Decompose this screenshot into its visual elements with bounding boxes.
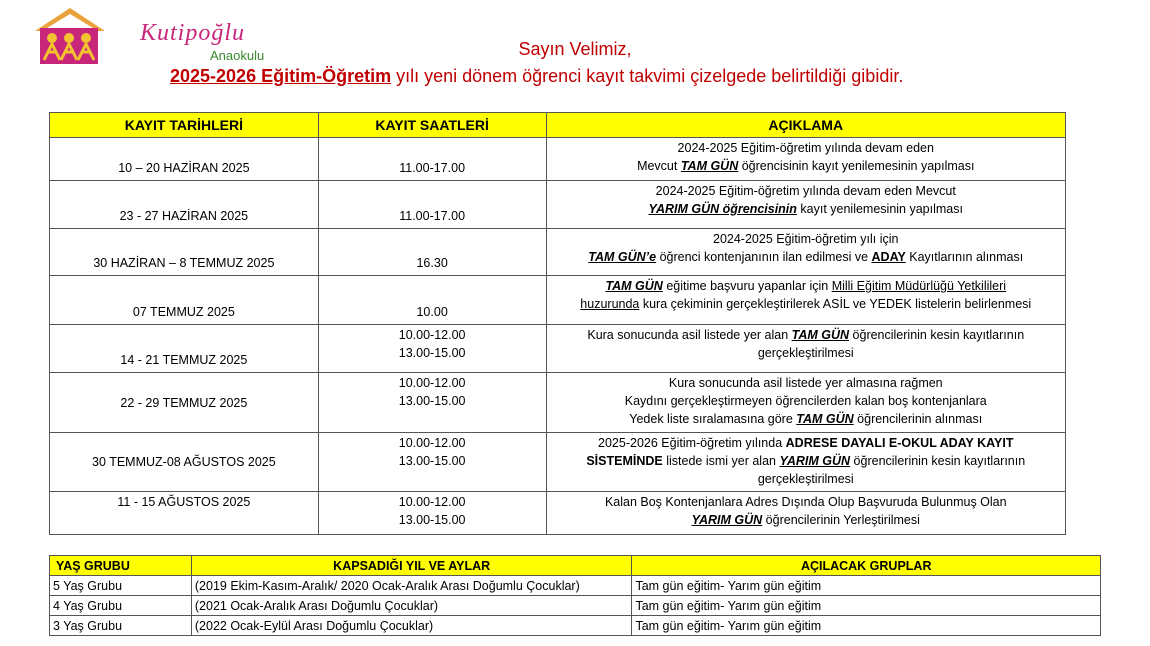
row-time: 10.00-12.00 13.00-15.00 <box>318 492 546 535</box>
row-time: 11.00-17.00 <box>318 181 546 229</box>
age-groups-table <box>49 555 1101 636</box>
header-age: YAŞ GRUBU <box>50 556 192 576</box>
header-description: AÇIKLAMA <box>546 113 1065 138</box>
row-description: Kalan Boş Kontenjanlara Adres Dışında Olup Başvuruda Bulunmuş Olan YARIM GÜN öğrencilerinin Yerleştirilmesi <box>546 492 1065 535</box>
subtitle-rest: yılı yeni dönem öğrenci kayıt takvimi çizelgede belirtildiği gibidir. <box>391 66 904 86</box>
row-date: 22 - 29 TEMMUZ 2025 <box>50 373 319 433</box>
range-cell: (2021 Ocak-Aralık Arası Doğumlu Çocuklar) <box>191 596 632 616</box>
groups-header-row <box>50 556 1101 576</box>
row-description: TAM GÜN eğitime başvuru yapanlar için Milli Eğitim Müdürlüğü Yetkilileri huzurunda kura çekiminin gerçekleştirilerek ASİL ve YEDEK listelerin belirlenmesi <box>546 276 1065 325</box>
row-time: 10.00-12.00 13.00-15.00 <box>318 373 546 433</box>
row-time: 10.00 <box>318 276 546 325</box>
header-range: KAPSADIĞI YIL VE AYLAR <box>191 556 632 576</box>
row-description: 2025-2026 Eğitim-öğretim yılında ADRESE DAYALI E-OKUL ADAY KAYIT SİSTEMİNDE listede ismi yer alan YARIM GÜN öğrencilerinin kesin kayıtlarının gerçekleştirilmesi <box>546 433 1065 492</box>
groups-cell: Tam gün eğitim- Yarım gün eğitim <box>632 576 1101 596</box>
groups-cell: Tam gün eğitim- Yarım gün eğitim <box>632 616 1101 636</box>
age-cell: 4 Yaş Grubu <box>50 596 192 616</box>
row-description: Kura sonucunda asil listede yer alan TAM GÜN öğrencilerinin kesin kayıtlarının gerçekleştirilmesi <box>546 325 1065 373</box>
row-date: 30 HAZİRAN – 8 TEMMUZ 2025 <box>50 229 319 276</box>
row-date: 14 - 21 TEMMUZ 2025 <box>50 325 319 373</box>
header-times: KAYIT SAATLERİ <box>318 113 546 138</box>
table-row <box>50 576 1101 596</box>
row-time: 16.30 <box>318 229 546 276</box>
row-description: 2024-2025 Eğitim-öğretim yılında devam eden Mevcut TAM GÜN öğrencisinin kayıt yenilemesinin yapılması <box>546 138 1065 181</box>
logo-name: Kutipoğlu <box>140 20 246 46</box>
range-cell: (2019 Ekim-Kasım-Aralık/ 2020 Ocak-Aralık Arası Doğumlu Çocuklar) <box>191 576 632 596</box>
age-cell: 5 Yaş Grubu <box>50 576 192 596</box>
row-description: 2024-2025 Eğitim-öğretim yılında devam eden Mevcut YARIM GÜN öğrencisinin kayıt yenilemesinin yapılması <box>546 181 1065 229</box>
row-date: 10 – 20 HAZİRAN 2025 <box>50 138 319 181</box>
table-row <box>50 433 1066 492</box>
table-row <box>50 229 1066 276</box>
header-dates: KAYIT TARİHLERİ <box>50 113 319 138</box>
table-row <box>50 596 1101 616</box>
table-row <box>50 276 1066 325</box>
table-row <box>50 373 1066 433</box>
schedule-table <box>49 112 1066 535</box>
logo-subtitle: Anaokulu <box>210 48 265 63</box>
greeting: Sayın Velimiz, <box>518 39 632 59</box>
table-row <box>50 138 1066 181</box>
header-groups: AÇILACAK GRUPLAR <box>632 556 1101 576</box>
table-row <box>50 325 1066 373</box>
table-row <box>50 492 1066 535</box>
row-date: 07 TEMMUZ 2025 <box>50 276 319 325</box>
age-cell: 3 Yaş Grubu <box>50 616 192 636</box>
row-date: 11 - 15 AĞUSTOS 2025 <box>50 492 319 535</box>
row-description: Kura sonucunda asil listede yer almasına rağmen Kaydını gerçekleştirmeyen öğrencilerden kalan boş kontenjanlara Yedek liste sıralamasına göre TAM GÜN öğrencilerinin alınması <box>546 373 1065 433</box>
range-cell: (2022 Ocak-Eylül Arası Doğumlu Çocuklar) <box>191 616 632 636</box>
row-description: 2024-2025 Eğitim-öğretim yılı için TAM GÜN’e öğrenci kontenjanının ilan edilmesi ve ADAY Kayıtlarının alınması <box>546 229 1065 276</box>
row-date: 30 TEMMUZ-08 AĞUSTOS 2025 <box>50 433 319 492</box>
table-row <box>50 616 1101 636</box>
row-time: 10.00-12.00 13.00-15.00 <box>318 433 546 492</box>
table-row <box>50 181 1066 229</box>
row-time: 11.00-17.00 <box>318 138 546 181</box>
schedule-header-row <box>50 113 1066 138</box>
subtitle-year: 2025-2026 Eğitim-Öğretim <box>170 66 392 86</box>
groups-cell: Tam gün eğitim- Yarım gün eğitim <box>632 596 1101 616</box>
page-subtitle <box>170 66 903 87</box>
row-time: 10.00-12.00 13.00-15.00 <box>318 325 546 373</box>
row-date: 23 - 27 HAZİRAN 2025 <box>50 181 319 229</box>
